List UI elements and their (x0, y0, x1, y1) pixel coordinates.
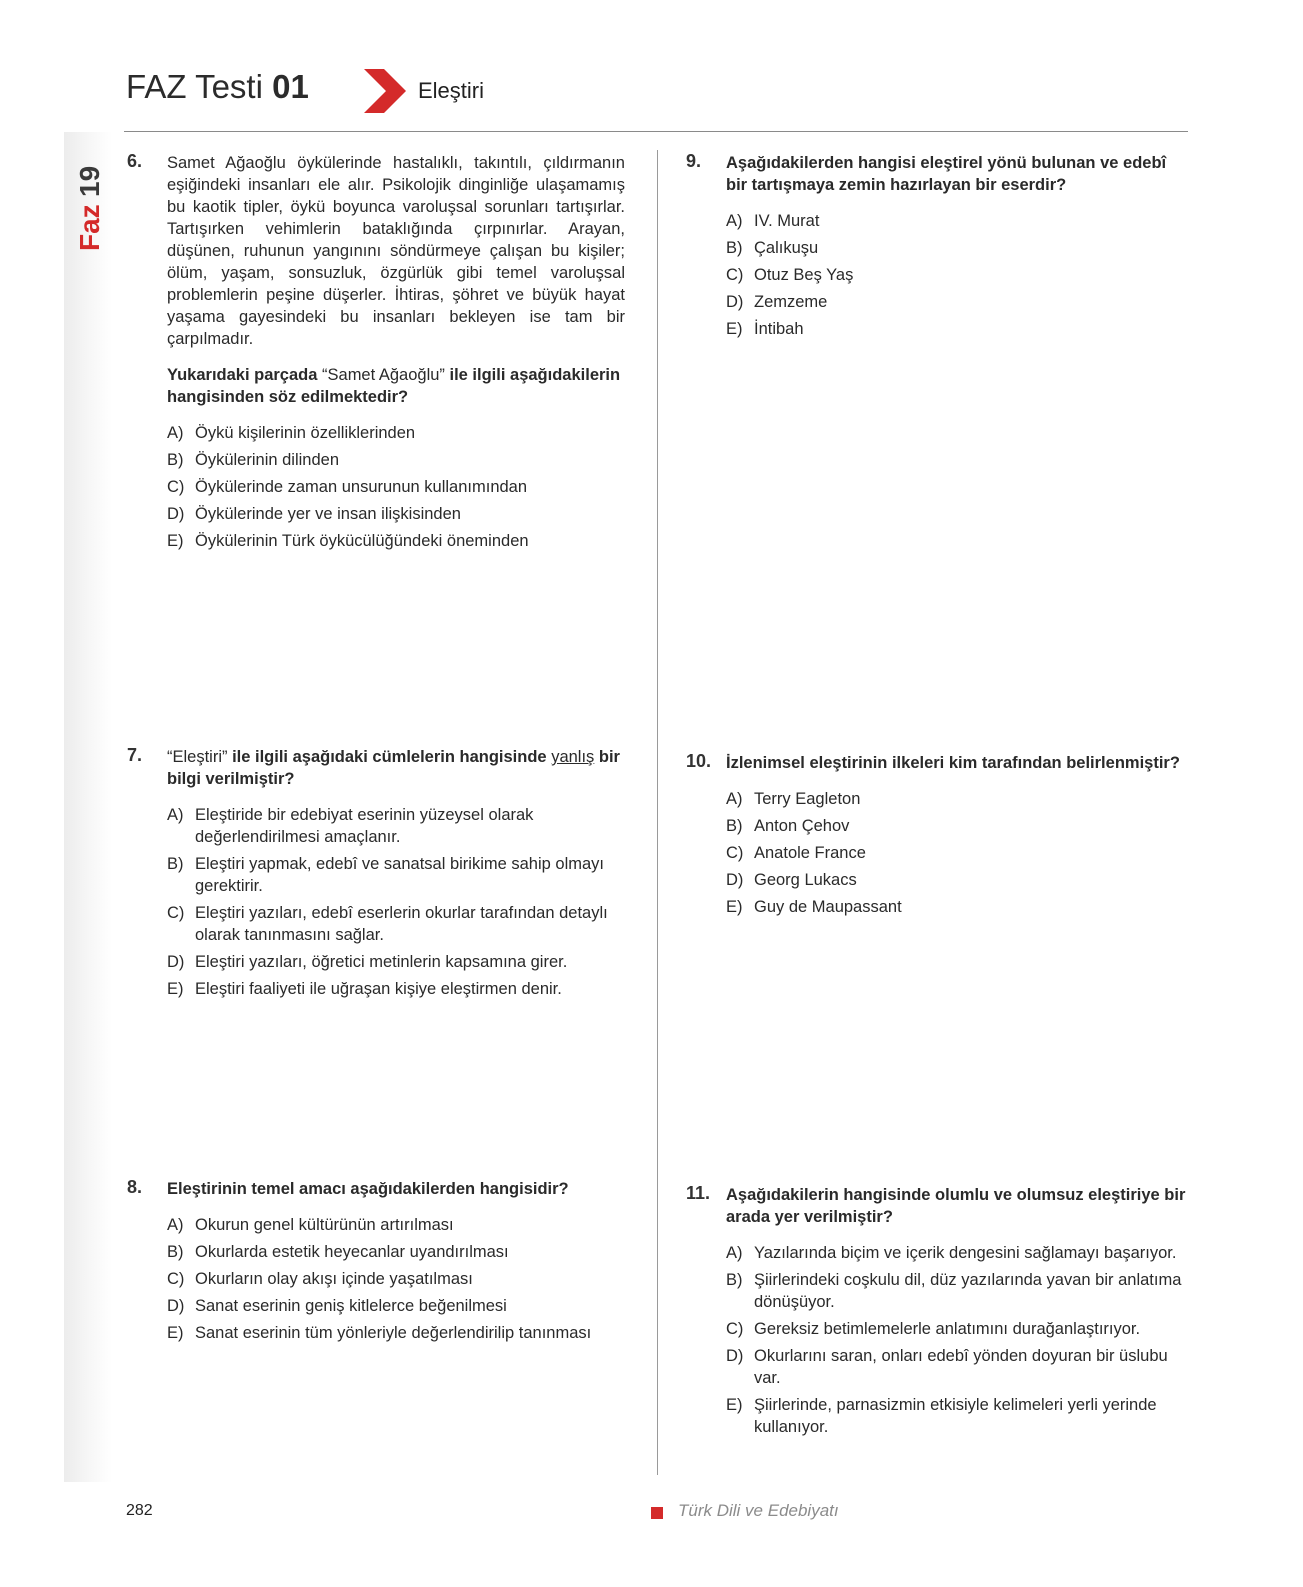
option-a[interactable]: A) Eleştiride bir edebiyat eserinin yüzeysel olarak değerlendirilmesi amaçlanır. (167, 806, 534, 846)
option-a[interactable]: A) IV. Murat (726, 212, 820, 230)
question-number: 10. (686, 751, 712, 771)
options-list (167, 1214, 625, 1344)
question-stem: Aşağıdakilerden hangisi eleştirel yönü bulunan ve edebî bir tartışmaya zemin hazırlayan bir eserdir? (726, 154, 1167, 194)
question-number: 9. (686, 151, 702, 171)
option-c[interactable]: C) Otuz Beş Yaş (726, 266, 854, 284)
question-number: 6. (127, 151, 143, 171)
question-stem: İzlenimsel eleştirinin ilkeleri kim tarafından belirlenmiştir? (726, 754, 1180, 772)
options-list (726, 210, 1188, 340)
option-e[interactable]: E) Sanat eserinin tüm yönleriyle değerlendirilip tanınması (167, 1324, 592, 1342)
option-a[interactable]: A) Öykü kişilerinin özelliklerinden (167, 424, 416, 442)
chevron-right-icon (364, 69, 408, 113)
option-d[interactable]: D) Eleştiri yazıları, öğretici metinlerin kapsamına girer. (167, 953, 568, 971)
question-11 (686, 1183, 1188, 1443)
option-a[interactable]: A) Terry Eagleton (726, 790, 861, 808)
test-number: 01 (272, 68, 309, 105)
option-e[interactable]: E) Eleştiri faaliyeti ile uğraşan kişiye eleştirmen denir. (167, 980, 562, 998)
option-b[interactable]: B) Eleştiri yapmak, edebî ve sanatsal birikime sahip olmayı gerektirir. (167, 855, 605, 895)
option-c[interactable]: C) Eleştiri yazıları, edebî eserlerin okurlar tarafından detaylı olarak tanınmasını sağlar. (167, 904, 608, 944)
option-e[interactable]: E) Öykülerinin Türk öykücülüğündeki öneminden (167, 532, 529, 550)
question-number: 7. (127, 745, 143, 765)
faz-side-label (72, 148, 108, 253)
column-divider (657, 150, 658, 1475)
options-list (167, 422, 625, 552)
topic-title: Eleştiri (418, 78, 485, 103)
option-c[interactable]: C) Okurların olay akışı içinde yaşatılması (167, 1270, 473, 1288)
option-a[interactable]: A) Yazılarında biçim ve içerik dengesini sağlamayı başarıyor. (726, 1244, 1177, 1262)
question-stem: “Eleştiri” ile ilgili aşağıdaki cümlelerin hangisinde yanlış bir bilgi verilmiştir? (167, 748, 620, 788)
faz-label-number: 19 (74, 165, 105, 197)
faz-label-text: Faz (74, 204, 105, 251)
question-10 (686, 751, 1188, 923)
question-7 (127, 745, 625, 1005)
option-a[interactable]: A) Okurun genel kültürünün artırılması (167, 1216, 454, 1234)
option-b[interactable]: B) Öykülerinin dilinden (167, 451, 339, 469)
question-stem: Aşağıdakilerin hangisinde olumlu ve olumsuz eleştiriye bir arada yer verilmiştir? (726, 1186, 1186, 1226)
side-band (64, 132, 112, 1482)
question-8 (127, 1177, 625, 1349)
option-e[interactable]: E) Guy de Maupassant (726, 898, 902, 916)
question-6 (127, 151, 625, 557)
test-label: FAZ Testi (126, 68, 263, 105)
subject-label: Türk Dili ve Edebiyatı (678, 1501, 839, 1520)
option-d[interactable]: D) Öykülerinde yer ve insan ilişkisinden (167, 505, 461, 523)
option-c[interactable]: C) Öykülerinde zaman unsurunun kullanımından (167, 478, 528, 496)
option-c[interactable]: C) Gereksiz betimlemelerle anlatımını durağanlaştırıyor. (726, 1320, 1141, 1338)
option-d[interactable]: D) Sanat eserinin geniş kitlelerce beğenilmesi (167, 1297, 507, 1315)
page-number: 282 (126, 1502, 153, 1519)
page-title (126, 68, 309, 106)
option-b[interactable]: B) Okurlarda estetik heyecanlar uyandırılması (167, 1243, 509, 1261)
option-d[interactable]: D) Okurlarını saran, onları edebî yönden doyuran bir üslubu var. (726, 1347, 1168, 1387)
question-number: 11. (686, 1183, 711, 1203)
option-b[interactable]: B) Anton Çehov (726, 817, 850, 835)
question-stem: Yukarıdaki parçada “Samet Ağaoğlu” ile ilgili aşağıdakilerin hangisinden söz edilmektedir? (167, 366, 621, 406)
question-number: 8. (127, 1177, 143, 1197)
header-rule (124, 131, 1188, 132)
question-9 (686, 151, 1188, 345)
option-d[interactable]: D) Georg Lukacs (726, 871, 857, 889)
option-c[interactable]: C) Anatole France (726, 844, 866, 862)
question-stem: Eleştirinin temel amacı aşağıdakilerden hangisidir? (167, 1180, 569, 1198)
option-b[interactable]: B) Şiirlerindeki coşkulu dil, düz yazılarında yavan bir anlatıma dönüşüyor. (726, 1271, 1182, 1311)
option-b[interactable]: B) Çalıkuşu (726, 239, 819, 257)
option-e[interactable]: E) İntibah (726, 320, 804, 338)
options-list (726, 1242, 1188, 1438)
option-d[interactable]: D) Zemzeme (726, 293, 828, 311)
options-list (726, 788, 1188, 918)
square-icon (651, 1507, 663, 1519)
question-paragraph: Samet Ağaoğlu öykülerinde hastalıklı, takıntılı, çıldırmanın eşiğindeki insanları ele alır. Psikolojik dinginliğe ulaşamamış bu kaotik tipler, öykü boyunca varoluşsal sorunları tartışırlar. Tartışırken vehimlerin bataklığında çırpınırlar. Arayan, düşünen, ruhunun yangınını söndürmeye çalışan bu kişiler; ölüm, yaşam, sonsuzluk, özgürlük gibi temel varoluşsal problemlerin peşine düşerler. İhtiras, şöhret ve büyük hayat yaşama gayesindeki bu insanları bekleyen ise tam bir çarpılmadır. (167, 154, 625, 348)
options-list (167, 804, 625, 1000)
option-e[interactable]: E) Şiirlerinde, parnasizmin etkisiyle kelimeleri yerli yerinde kullanıyor. (726, 1396, 1157, 1436)
